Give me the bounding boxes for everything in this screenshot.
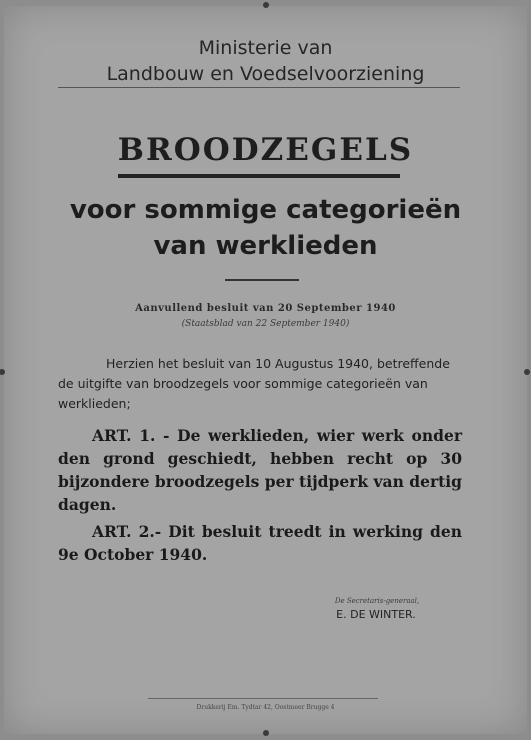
header-divider (58, 87, 460, 88)
intro-paragraph: Herzien het besluit van 10 Augustus 1940, betreffende de uitgifte van broodzegels voor sommige categorieën van werklieden; (58, 356, 450, 411)
poster-title: BROODZEGELS (117, 132, 414, 168)
pin-top (263, 2, 269, 8)
section-divider (225, 279, 299, 281)
signatory-title: De Secretaris-generaal, (334, 597, 420, 605)
pin-bottom (263, 730, 269, 736)
ministry-line-2: Landbouw en Voedselvoorziening (106, 63, 425, 85)
pin-right (524, 369, 530, 375)
subtitle-line-1: voor sommige categorieën (69, 195, 462, 225)
staatsblad-reference: (Staatsblad van 22 September 1940) (181, 319, 350, 329)
article-2: ART. 2.- Dit besluit treedt in werking den 9e October 1940. (58, 522, 462, 564)
footer-divider (148, 698, 378, 699)
decree-line: Aanvullend besluit van 20 September 1940 (135, 303, 396, 314)
pin-left (0, 369, 5, 375)
ministry-line-1: Ministerie van (198, 37, 333, 59)
signatory-name: E. DE WINTER. (336, 608, 416, 621)
printer-imprint: Drukkerij Em. Tydtar 42, Oostmeer Brugge 4 (196, 704, 335, 711)
article-1: ART. 1. - De werklieden, wier werk onder den grond geschiedt, hebben recht op 30 bijzondere broodzegels per tijdperk van dertig dagen. (58, 426, 462, 514)
subtitle-line-2: van werklieden (153, 231, 378, 261)
title-underline (118, 174, 400, 178)
poster (4, 6, 527, 734)
